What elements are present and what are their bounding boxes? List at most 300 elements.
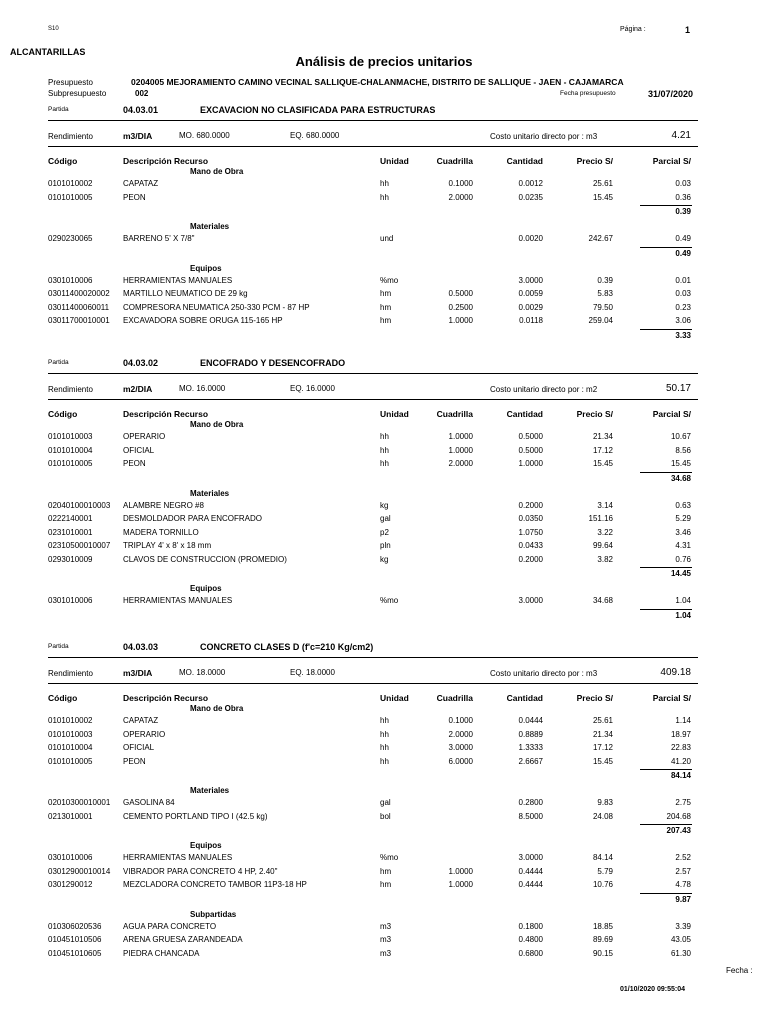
resource-unit: hh <box>380 729 389 739</box>
costo-unitario-label: Costo unitario directo por : m3 <box>490 669 598 678</box>
resource-parcial: 1.14 <box>675 716 691 725</box>
col-header-cuadrilla: Cuadrilla <box>436 409 473 419</box>
resource-unit: %mo <box>380 596 399 605</box>
subpresupuesto-value: 002 <box>135 89 149 98</box>
resource-parcial: 4.78 <box>675 880 691 889</box>
resource-unit: hh <box>380 756 389 766</box>
resource-code: 0101010004 <box>48 743 93 752</box>
col-header-precio: Precio S/ <box>576 409 613 419</box>
col-header-cuadrilla: Cuadrilla <box>436 693 473 703</box>
resource-precio: 0.39 <box>597 275 613 285</box>
col-header-codigo: Código <box>48 409 78 419</box>
resource-code: 010451010506 <box>48 935 102 944</box>
resource-description: ALAMBRE NEGRO #8 <box>123 500 204 510</box>
table-row <box>0 812 768 825</box>
rendimiento-label: Rendimiento <box>48 132 93 141</box>
divider <box>48 657 698 658</box>
resource-description: CEMENTO PORTLAND TIPO I (42.5 kg) <box>123 811 268 821</box>
col-header-cuadrilla: Cuadrilla <box>436 156 473 166</box>
costo-unitario-label: Costo unitario directo por : m3 <box>490 132 598 141</box>
resource-code: 0301010006 <box>48 596 93 605</box>
resource-precio: 99.64 <box>592 541 613 550</box>
group-subtotal: 9.87 <box>675 894 691 904</box>
resource-cantidad: 1.3333 <box>518 743 543 752</box>
resource-code: 0213010001 <box>48 811 93 821</box>
resource-cuadrilla: 2.0000 <box>448 192 473 202</box>
resource-precio: 24.08 <box>592 811 613 821</box>
partida-name: EXCAVACION NO CLASIFICADA PARA ESTRUCTURAS <box>200 105 436 115</box>
divider <box>48 373 698 374</box>
resource-parcial: 1.04 <box>675 596 691 605</box>
table-row <box>0 432 768 445</box>
table-row <box>0 596 768 609</box>
resource-code: 0101010003 <box>48 729 93 739</box>
resource-code: 0101010005 <box>48 459 93 468</box>
resource-cantidad: 0.0433 <box>518 541 543 550</box>
presupuesto-value: 0204005 MEJORAMIENTO CAMINO VECINAL SALLIQUE-CHALANMACHE, DISTRITO DE SALLIQUE - JAEN - CAJAMARCA <box>131 77 624 87</box>
resource-description: OPERARIO <box>123 729 166 739</box>
resource-cantidad: 0.2000 <box>518 554 543 564</box>
resource-unit: m3 <box>380 921 392 931</box>
table-row <box>0 528 768 541</box>
resource-cuadrilla: 2.0000 <box>448 459 473 468</box>
resource-cuadrilla: 3.0000 <box>448 743 473 752</box>
resource-precio: 15.45 <box>592 459 613 468</box>
table-row <box>0 541 768 554</box>
resource-unit: p2 <box>380 527 389 537</box>
resource-cantidad: 0.0020 <box>518 234 543 243</box>
resource-description: CAPATAZ <box>123 716 159 725</box>
resource-code: 02310500010007 <box>48 541 111 550</box>
resource-description: OFICIAL <box>123 743 155 752</box>
resource-description: GASOLINA 84 <box>123 798 175 807</box>
col-header-unidad: Unidad <box>380 693 409 703</box>
resource-unit: kg <box>380 554 389 564</box>
resource-parcial: 15.45 <box>670 459 691 468</box>
table-row <box>0 289 768 302</box>
resource-parcial: 22.83 <box>670 743 691 752</box>
costo-unitario-label: Costo unitario directo por : m2 <box>490 385 598 394</box>
resource-description: PEON <box>123 192 146 202</box>
resource-cantidad: 1.0750 <box>518 527 543 537</box>
resource-precio: 5.83 <box>597 289 613 298</box>
resource-description: ARENA GRUESA ZARANDEADA <box>123 935 243 944</box>
resource-parcial: 2.75 <box>675 798 691 807</box>
col-header-precio: Precio S/ <box>576 693 613 703</box>
resource-unit: hm <box>380 880 392 889</box>
eq-value: EQ. 18.0000 <box>290 668 335 677</box>
resource-parcial: 2.57 <box>675 866 691 876</box>
resource-unit: bol <box>380 811 391 821</box>
group-subtotal: 0.39 <box>675 207 691 216</box>
subtotal-divider <box>640 205 692 206</box>
subtotal-divider <box>640 893 692 894</box>
costo-unitario-value: 4.21 <box>671 130 691 141</box>
resource-parcial: 3.39 <box>675 921 691 931</box>
subpresupuesto-label: Subpresupuesto <box>48 89 107 98</box>
resource-cuadrilla: 1.0000 <box>448 880 473 889</box>
table-row <box>0 514 768 527</box>
resource-cuadrilla: 0.1000 <box>448 716 473 725</box>
resource-precio: 5.79 <box>597 866 613 876</box>
resource-cantidad: 3.0000 <box>518 275 543 285</box>
costo-unitario-value: 50.17 <box>665 383 691 394</box>
resource-cantidad: 0.8889 <box>518 729 543 739</box>
table-row <box>0 935 768 948</box>
table-row <box>0 853 768 866</box>
resource-precio: 79.50 <box>592 302 613 312</box>
resource-parcial: 0.23 <box>675 302 691 312</box>
resource-unit: und <box>380 234 394 243</box>
resource-parcial: 0.49 <box>675 234 691 243</box>
resource-code: 0101010002 <box>48 179 93 188</box>
resource-group-title: Subpartidas <box>190 909 237 919</box>
table-row <box>0 276 768 289</box>
resource-cantidad: 0.0029 <box>518 302 543 312</box>
page-label: Página : <box>620 26 646 33</box>
resource-cuadrilla: 0.5000 <box>448 289 473 298</box>
resource-code: 0101010005 <box>48 756 93 766</box>
resource-cantidad: 0.0012 <box>518 179 543 188</box>
resource-unit: hh <box>380 445 389 455</box>
resource-group-title: Mano de Obra <box>190 167 244 176</box>
resource-code: 02040100010003 <box>48 500 111 510</box>
resource-precio: 90.15 <box>592 948 613 958</box>
resource-code: 0231010001 <box>48 527 93 537</box>
resource-cantidad: 1.0000 <box>518 459 543 468</box>
resource-unit: gal <box>380 514 391 523</box>
table-row <box>0 446 768 459</box>
table-row <box>0 730 768 743</box>
table-row <box>0 555 768 568</box>
divider <box>48 146 698 147</box>
resource-cantidad: 0.2000 <box>518 500 543 510</box>
resource-code: 03011400020002 <box>48 289 110 298</box>
resource-description: PEON <box>123 756 146 766</box>
resource-unit: hm <box>380 302 392 312</box>
resource-cuadrilla: 1.0000 <box>448 316 473 325</box>
resource-cuadrilla: 6.0000 <box>448 756 473 766</box>
col-header-precio: Precio S/ <box>576 156 613 166</box>
resource-parcial: 0.76 <box>675 554 691 564</box>
subtotal-divider <box>640 247 692 248</box>
col-header-descripcion: Descripción Recurso <box>123 693 209 703</box>
resource-description: EXCAVADORA SOBRE ORUGA 115-165 HP <box>123 316 283 325</box>
resource-cantidad: 0.0235 <box>518 192 543 202</box>
resource-group-title: Equipos <box>190 584 222 593</box>
resource-parcial: 0.01 <box>675 275 691 285</box>
resource-cantidad: 0.5000 <box>518 445 543 455</box>
resource-parcial: 2.52 <box>675 853 691 862</box>
table-row <box>0 179 768 192</box>
resource-unit: %mo <box>380 853 399 862</box>
col-header-cantidad: Cantidad <box>506 693 543 703</box>
resource-code: 0101010002 <box>48 716 93 725</box>
resource-cuadrilla: 0.2500 <box>448 302 473 312</box>
partida-name: ENCOFRADO Y DESENCOFRADO <box>200 358 346 368</box>
resource-code: 0101010003 <box>48 432 93 441</box>
resource-parcial: 204.68 <box>666 811 691 821</box>
resource-cuadrilla: 2.0000 <box>448 729 473 739</box>
resource-unit: hh <box>380 432 389 441</box>
resource-cantidad: 3.0000 <box>518 853 543 862</box>
resource-description: DESMOLDADOR PARA ENCOFRADO <box>123 514 262 523</box>
rendimiento-label: Rendimiento <box>48 385 93 394</box>
resource-precio: 3.22 <box>597 527 613 537</box>
resource-unit: hh <box>380 716 389 725</box>
resource-cantidad: 0.4444 <box>518 866 543 876</box>
subtotal-divider <box>640 472 692 473</box>
resource-unit: %mo <box>380 275 399 285</box>
resource-precio: 21.34 <box>592 729 613 739</box>
col-header-parcial: Parcial S/ <box>652 409 691 419</box>
resource-cuadrilla: 0.1000 <box>448 179 473 188</box>
resource-precio: 10.76 <box>592 880 613 889</box>
resource-description: AGUA PARA CONCRETO <box>123 921 217 931</box>
mo-value: MO. 18.0000 <box>179 668 226 677</box>
resource-unit: hm <box>380 316 392 325</box>
subtotal-divider <box>640 609 692 610</box>
resource-code: 03011400060011 <box>48 302 110 312</box>
resource-unit: hh <box>380 743 389 752</box>
resource-code: 010306020536 <box>48 921 102 931</box>
resource-group-title: Mano de Obra <box>190 704 244 713</box>
resource-cuadrilla: 1.0000 <box>448 866 473 876</box>
resource-cantidad: 2.6667 <box>518 756 543 766</box>
resource-group-title: Mano de Obra <box>190 420 244 429</box>
resource-parcial: 61.30 <box>670 948 691 958</box>
resource-description: HERRAMIENTAS MANUALES <box>123 275 233 285</box>
resource-precio: 18.85 <box>592 921 613 931</box>
resource-precio: 17.12 <box>592 743 613 752</box>
resource-precio: 242.67 <box>588 234 613 243</box>
resource-code: 03011700010001 <box>48 316 110 325</box>
resource-cantidad: 0.0059 <box>518 289 543 298</box>
mo-value: MO. 680.0000 <box>179 131 230 140</box>
resource-parcial: 0.36 <box>675 192 691 202</box>
table-row <box>0 193 768 206</box>
col-header-parcial: Parcial S/ <box>652 156 691 166</box>
subtotal-divider <box>640 769 692 770</box>
resource-precio: 151.16 <box>588 514 613 523</box>
presupuesto-label: Presupuesto <box>48 78 93 87</box>
rendimiento-unit: m2/DIA <box>123 384 153 394</box>
table-row <box>0 867 768 880</box>
resource-cantidad: 0.5000 <box>518 432 543 441</box>
resource-precio: 21.34 <box>592 432 613 441</box>
resource-parcial: 3.46 <box>675 527 691 537</box>
resource-parcial: 8.56 <box>675 445 691 455</box>
resource-parcial: 4.31 <box>675 541 691 550</box>
resource-description: COMPRESORA NEUMATICA 250-330 PCM - 87 HP <box>123 302 310 312</box>
resource-unit: kg <box>380 500 389 510</box>
resource-cantidad: 8.5000 <box>518 811 543 821</box>
resource-code: 0222140001 <box>48 514 93 523</box>
fecha-presupuesto-value: 31/07/2020 <box>648 89 694 99</box>
resource-cantidad: 0.6800 <box>518 948 543 958</box>
resource-cantidad: 0.4444 <box>518 880 543 889</box>
resource-group-title: Materiales <box>190 488 230 498</box>
resource-description: MADERA TORNILLO <box>123 527 199 537</box>
document-section-label: ALCANTARILLAS <box>10 47 86 57</box>
resource-code: 0301010006 <box>48 275 93 285</box>
costo-unitario-value: 409.18 <box>660 667 691 678</box>
resource-unit: m3 <box>380 948 392 958</box>
table-row <box>0 303 768 316</box>
resource-description: PEON <box>123 459 146 468</box>
resource-cantidad: 0.1800 <box>518 921 543 931</box>
divider <box>48 683 698 684</box>
table-row <box>0 501 768 514</box>
resource-parcial: 5.29 <box>675 514 691 523</box>
resource-description: CAPATAZ <box>123 179 159 188</box>
table-row <box>0 798 768 811</box>
col-header-cantidad: Cantidad <box>506 156 543 166</box>
resource-parcial: 3.06 <box>675 316 691 325</box>
resource-code: 0101010004 <box>48 445 93 455</box>
resource-description: HERRAMIENTAS MANUALES <box>123 853 233 862</box>
resource-cantidad: 0.0350 <box>518 514 543 523</box>
col-header-parcial: Parcial S/ <box>652 693 691 703</box>
partida-label: Partida <box>48 359 69 366</box>
mo-value: MO. 16.0000 <box>179 384 226 393</box>
resource-unit: hm <box>380 866 392 876</box>
resource-code: 0290230065 <box>48 234 93 243</box>
resource-cantidad: 0.2800 <box>518 798 543 807</box>
group-subtotal: 207.43 <box>666 826 691 835</box>
subtotal-divider <box>640 329 692 330</box>
subtotal-divider <box>640 824 692 825</box>
resource-parcial: 10.67 <box>670 432 691 441</box>
col-header-descripcion: Descripción Recurso <box>123 409 209 419</box>
resource-description: BARRENO 5' X 7/8" <box>123 234 195 243</box>
resource-parcial: 0.03 <box>675 289 691 298</box>
resource-group-title: Materiales <box>190 786 230 795</box>
partida-code: 04.03.03 <box>123 642 159 652</box>
resource-precio: 3.14 <box>597 500 613 510</box>
resource-cuadrilla: 1.0000 <box>448 445 473 455</box>
resource-precio: 3.82 <box>597 554 613 564</box>
resource-precio: 25.61 <box>592 716 613 725</box>
resource-cuadrilla: 1.0000 <box>448 432 473 441</box>
group-subtotal: 14.45 <box>670 569 691 578</box>
col-header-descripcion: Descripción Recurso <box>123 156 209 166</box>
page-number: 1 <box>685 25 691 35</box>
table-row <box>0 949 768 962</box>
resource-description: MEZCLADORA CONCRETO TAMBOR 11P3-18 HP <box>123 880 307 889</box>
col-header-unidad: Unidad <box>380 409 409 419</box>
partida-label: Partida <box>48 643 69 650</box>
resource-cantidad: 0.4800 <box>518 935 543 944</box>
resource-group-title: Materiales <box>190 222 230 231</box>
resource-code: 0101010005 <box>48 192 93 202</box>
resource-unit: gal <box>380 798 391 807</box>
resource-description: MARTILLO NEUMATICO DE 29 kg <box>123 289 248 298</box>
group-subtotal: 3.33 <box>675 330 691 340</box>
group-subtotal: 84.14 <box>670 771 691 780</box>
rendimiento-unit: m3/DIA <box>123 131 153 141</box>
resource-description: CLAVOS DE CONSTRUCCION (PROMEDIO) <box>123 554 287 564</box>
divider <box>48 399 698 400</box>
resource-cantidad: 0.0118 <box>519 316 543 325</box>
table-row <box>0 316 768 329</box>
resource-unit: hm <box>380 289 392 298</box>
resource-precio: 15.45 <box>592 756 613 766</box>
system-label: S10 <box>48 26 59 32</box>
table-row <box>0 880 768 893</box>
resource-precio: 89.69 <box>592 935 613 944</box>
resource-parcial: 0.63 <box>675 500 691 510</box>
table-row <box>0 459 768 472</box>
resource-description: PIEDRA CHANCADA <box>123 948 200 958</box>
resource-group-title: Equipos <box>190 841 222 850</box>
col-header-codigo: Código <box>48 156 78 166</box>
subtotal-divider <box>640 567 692 568</box>
divider <box>48 120 698 121</box>
resource-group-title: Equipos <box>190 263 222 273</box>
resource-description: HERRAMIENTAS MANUALES <box>123 596 233 605</box>
resource-parcial: 18.97 <box>670 729 691 739</box>
rendimiento-label: Rendimiento <box>48 669 93 678</box>
footer-fecha-label: Fecha : <box>726 966 753 975</box>
resource-precio: 34.68 <box>592 596 613 605</box>
resource-precio: 9.83 <box>597 798 613 807</box>
footer-timestamp: 01/10/2020 09:55:04 <box>620 986 685 993</box>
resource-description: OPERARIO <box>123 432 166 441</box>
resource-unit: hh <box>380 192 389 202</box>
resource-code: 0301290012 <box>48 880 93 889</box>
resource-precio: 84.14 <box>592 853 613 862</box>
resource-code: 02010300010001 <box>48 798 111 807</box>
fecha-presupuesto-label: Fecha presupuesto <box>560 90 616 97</box>
resource-precio: 17.12 <box>592 445 613 455</box>
group-subtotal: 34.68 <box>670 473 691 483</box>
group-subtotal: 0.49 <box>675 248 691 258</box>
group-subtotal: 1.04 <box>675 610 691 620</box>
resource-parcial: 43.05 <box>670 935 691 944</box>
table-row <box>0 757 768 770</box>
resource-description: TRIPLAY 4' x 8' x 18 mm <box>123 541 212 550</box>
resource-parcial: 41.20 <box>670 756 691 766</box>
resource-precio: 25.61 <box>592 179 613 188</box>
resource-code: 010451010605 <box>48 948 102 958</box>
resource-cantidad: 0.0444 <box>518 716 543 725</box>
table-row <box>0 743 768 756</box>
partida-label: Partida <box>48 106 69 113</box>
table-row <box>0 234 768 247</box>
table-row <box>0 922 768 935</box>
page-title: Análisis de precios unitarios <box>295 54 473 69</box>
resource-unit: m3 <box>380 935 392 944</box>
partida-code: 04.03.02 <box>123 358 159 368</box>
resource-code: 0293010009 <box>48 554 93 564</box>
resource-description: OFICIAL <box>123 445 155 455</box>
resource-precio: 259.04 <box>588 316 613 325</box>
resource-unit: hh <box>380 179 389 188</box>
eq-value: EQ. 16.0000 <box>290 384 335 393</box>
rendimiento-unit: m3/DIA <box>123 668 153 678</box>
resource-code: 0301010006 <box>48 853 93 862</box>
partida-name: CONCRETO CLASES D (f'c=210 Kg/cm2) <box>200 642 374 652</box>
table-row <box>0 716 768 729</box>
partida-code: 04.03.01 <box>123 105 159 115</box>
col-header-codigo: Código <box>48 693 78 703</box>
resource-description: VIBRADOR PARA CONCRETO 4 HP, 2.40" <box>123 866 278 876</box>
resource-parcial: 0.03 <box>675 179 691 188</box>
resource-code: 03012900010014 <box>48 866 111 876</box>
resource-unit: hh <box>380 459 389 468</box>
col-header-unidad: Unidad <box>380 156 409 166</box>
